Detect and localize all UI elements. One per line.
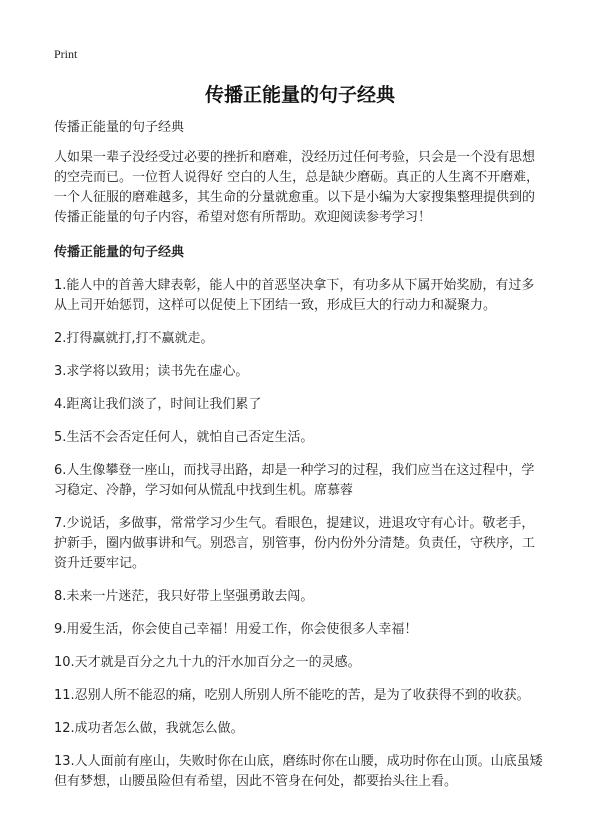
list-item: 2.打得赢就打,打不赢就走。 [54, 331, 214, 346]
list-item: 13.人人面前有座山，失败时你在山底，磨练时你在山腰，成功时你在山顶。山底虽矮但有梦想，山腰虽险但有希望，因此不管身在何处，都要抬头往上看。 [54, 754, 543, 789]
list-item: 9.用爱生活，你会使自己幸福！用爱工作，你会使很多人幸福！ [54, 622, 418, 637]
list-item: 3.求学将以致用；读书先在虚心。 [54, 364, 249, 379]
print-link[interactable]: Print [54, 47, 78, 61]
intro-paragraph: 人如果一辈子没经受过必要的挫折和磨难，没经历过任何考验，只会是一个没有思想的空壳而已。一位哲人说得好 空白的人生，总是缺少磨砺。真正的人生离不开磨难，一个人征服的磨难越多，其生命的分量就愈重。以下是小编为大家搜集整理提供到的传播正能量的句子内容，希望对您有所帮助。欢迎阅读参考学习！ [54, 150, 540, 225]
list-item: 10.天才就是百分之九十九的汗水加百分之一的灵感。 [54, 655, 361, 670]
list-item: 11.忍别人所不能忍的痛，吃别人所别人所不能吃的苦，是为了收获得不到的收获。 [54, 688, 530, 703]
page-title: 传播正能量的句子经典 [204, 84, 395, 106]
list-item: 5.生活不会否定任何人，就怕自己否定生活。 [54, 430, 314, 445]
list-item: 12.成功者怎么做，我就怎么做。 [54, 721, 244, 736]
list-item: 8.未来一片迷茫，我只好带上坚强勇敢去闯。 [54, 589, 314, 604]
list-item: 7.少说话，多做事，常常学习少生气。看眼色，提建议，进退攻守有心计。敬老手，护新手，圈内做事讲和气。别恐言，别管事，份内份外分清楚。负责任，守秩序，工资升迁要牢记。 [54, 516, 536, 571]
list-item: 6.人生像攀登一座山，而找寻出路，却是一种学习的过程，我们应当在这过程中，学习稳定、冷静，学习如何从慌乱中找到生机。席慕蓉 [54, 463, 535, 498]
article-body [54, 118, 546, 805]
list-item: 1.能人中的首善大肆表彰，能人中的首恶坚决拿下，有功多从下属开始奖励，有过多从上司开始惩罚，这样可以促使上下团结一致，形成巨大的行动力和凝聚力。 [54, 278, 535, 313]
section-heading: 传播正能量的句子经典 [54, 245, 185, 260]
list-item: 4.距离让我们淡了，时间让我们累了 [54, 397, 262, 412]
article-subtitle: 传播正能量的句子经典 [54, 120, 185, 135]
